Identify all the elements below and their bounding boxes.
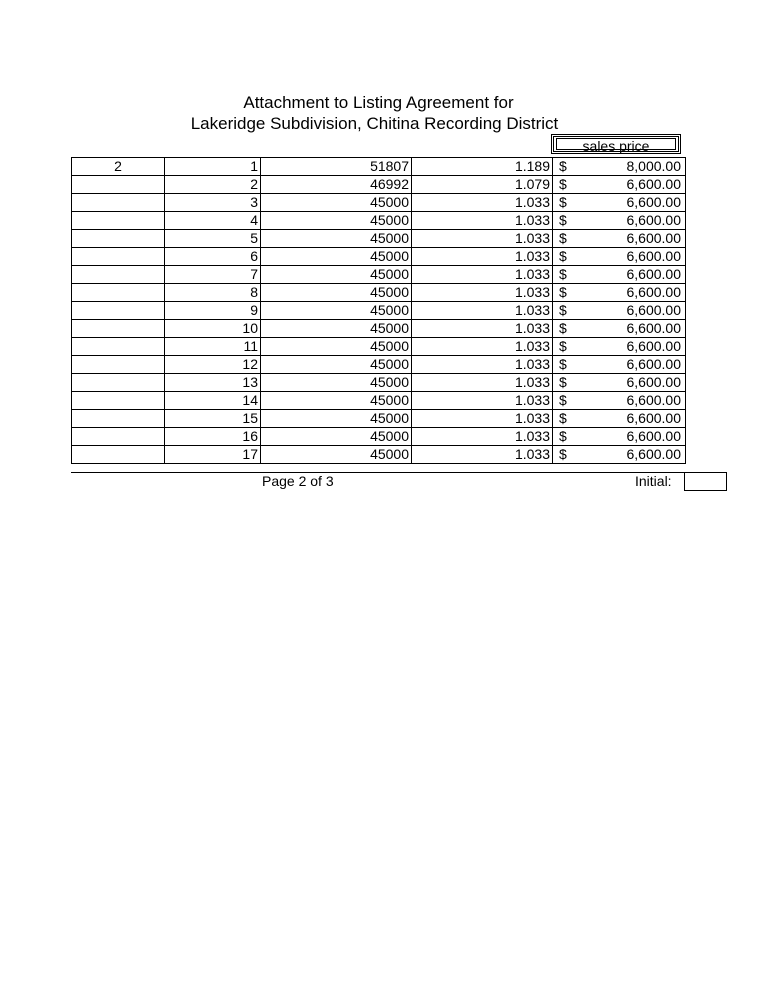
table-row	[72, 374, 686, 392]
price-amount: 6,600.00	[626, 212, 681, 228]
square-feet-cell: 45000	[261, 428, 412, 446]
acres-cell: 1.033	[412, 302, 553, 320]
sales-price-cell	[553, 230, 686, 248]
square-feet-cell: 45000	[261, 338, 412, 356]
currency-symbol: $	[559, 266, 567, 282]
table-row	[72, 284, 686, 302]
price-amount: 6,600.00	[626, 356, 681, 372]
sales-price-cell	[553, 320, 686, 338]
sales-price-cell	[553, 248, 686, 266]
lots-table	[71, 157, 686, 464]
acres-cell: 1.033	[412, 338, 553, 356]
currency-symbol: $	[559, 248, 567, 264]
block-cell	[72, 410, 165, 428]
lot-cell: 4	[165, 212, 261, 230]
currency-symbol: $	[559, 158, 567, 174]
initial-field[interactable]	[684, 472, 727, 491]
currency-symbol: $	[559, 446, 567, 462]
price-amount: 6,600.00	[626, 374, 681, 390]
acres-cell: 1.033	[412, 320, 553, 338]
square-feet-cell: 45000	[261, 410, 412, 428]
acres-cell: 1.079	[412, 176, 553, 194]
square-feet-cell: 45000	[261, 374, 412, 392]
table-row	[72, 158, 686, 176]
lot-cell: 13	[165, 374, 261, 392]
square-feet-cell: 45000	[261, 320, 412, 338]
document-title-line2: Lakeridge Subdivision, Chitina Recording District	[190, 114, 559, 133]
acres-cell: 1.033	[412, 230, 553, 248]
sales-price-cell	[553, 158, 686, 176]
acres-cell: 1.033	[412, 248, 553, 266]
currency-symbol: $	[559, 374, 567, 390]
currency-symbol: $	[559, 320, 567, 336]
block-cell	[72, 266, 165, 284]
sales-price-cell	[553, 212, 686, 230]
square-feet-cell: 45000	[261, 302, 412, 320]
block-cell	[72, 302, 165, 320]
sales-price-cell	[553, 446, 686, 464]
acres-cell: 1.033	[412, 428, 553, 446]
table-row	[72, 392, 686, 410]
table-row	[72, 446, 686, 464]
sales-price-cell	[553, 392, 686, 410]
square-feet-cell: 45000	[261, 266, 412, 284]
block-cell	[72, 446, 165, 464]
square-feet-cell: 45000	[261, 356, 412, 374]
price-amount: 6,600.00	[626, 248, 681, 264]
acres-cell: 1.033	[412, 410, 553, 428]
currency-symbol: $	[559, 194, 567, 210]
lot-cell: 7	[165, 266, 261, 284]
price-amount: 6,600.00	[626, 176, 681, 192]
lot-cell: 15	[165, 410, 261, 428]
sales-price-cell	[553, 428, 686, 446]
square-feet-cell: 45000	[261, 194, 412, 212]
block-cell	[72, 374, 165, 392]
lot-cell: 12	[165, 356, 261, 374]
lot-cell: 6	[165, 248, 261, 266]
sales-price-cell	[553, 194, 686, 212]
block-cell	[72, 212, 165, 230]
square-feet-cell: 45000	[261, 392, 412, 410]
price-amount: 6,600.00	[626, 302, 681, 318]
square-feet-cell: 45000	[261, 212, 412, 230]
block-cell: 2	[72, 158, 165, 176]
sales-price-cell	[553, 176, 686, 194]
square-feet-cell: 45000	[261, 248, 412, 266]
lot-cell: 14	[165, 392, 261, 410]
currency-symbol: $	[559, 410, 567, 426]
acres-cell: 1.033	[412, 212, 553, 230]
currency-symbol: $	[559, 356, 567, 372]
block-cell	[72, 392, 165, 410]
lot-cell: 10	[165, 320, 261, 338]
block-cell	[72, 248, 165, 266]
block-cell	[72, 356, 165, 374]
sales-price-cell	[553, 266, 686, 284]
square-feet-cell: 45000	[261, 446, 412, 464]
block-cell	[72, 284, 165, 302]
table-row	[72, 428, 686, 446]
acres-cell: 1.033	[412, 266, 553, 284]
currency-symbol: $	[559, 230, 567, 246]
price-amount: 6,600.00	[626, 284, 681, 300]
lots-table-body	[72, 158, 686, 464]
block-cell	[72, 176, 165, 194]
acres-cell: 1.189	[412, 158, 553, 176]
price-amount: 6,600.00	[626, 392, 681, 408]
table-row	[72, 338, 686, 356]
price-amount: 6,600.00	[626, 338, 681, 354]
price-amount: 6,600.00	[626, 446, 681, 462]
lot-cell: 17	[165, 446, 261, 464]
lot-cell: 16	[165, 428, 261, 446]
acres-cell: 1.033	[412, 194, 553, 212]
table-row	[72, 176, 686, 194]
acres-cell: 1.033	[412, 356, 553, 374]
block-cell	[72, 428, 165, 446]
sales-price-header-box	[551, 134, 681, 154]
sales-price-cell	[553, 284, 686, 302]
block-cell	[72, 320, 165, 338]
lot-cell: 11	[165, 338, 261, 356]
acres-cell: 1.033	[412, 392, 553, 410]
footer-rule	[71, 472, 685, 473]
sales-price-cell	[553, 410, 686, 428]
currency-symbol: $	[559, 392, 567, 408]
block-cell	[72, 194, 165, 212]
page-number: Page 2 of 3	[262, 473, 334, 489]
price-amount: 6,600.00	[626, 230, 681, 246]
sales-price-cell	[553, 374, 686, 392]
table-row	[72, 212, 686, 230]
currency-symbol: $	[559, 284, 567, 300]
lot-cell: 3	[165, 194, 261, 212]
acres-cell: 1.033	[412, 284, 553, 302]
square-feet-cell: 45000	[261, 230, 412, 248]
lot-cell: 1	[165, 158, 261, 176]
sales-price-cell	[553, 338, 686, 356]
sales-price-header: sales price	[556, 138, 676, 150]
currency-symbol: $	[559, 302, 567, 318]
lot-cell: 8	[165, 284, 261, 302]
square-feet-cell: 45000	[261, 284, 412, 302]
lot-cell: 2	[165, 176, 261, 194]
table-row	[72, 320, 686, 338]
table-row	[72, 248, 686, 266]
price-amount: 6,600.00	[626, 194, 681, 210]
lot-cell: 5	[165, 230, 261, 248]
currency-symbol: $	[559, 176, 567, 192]
price-amount: 6,600.00	[626, 428, 681, 444]
document-title-line1: Attachment to Listing Agreement for	[243, 93, 514, 112]
table-row	[72, 302, 686, 320]
currency-symbol: $	[559, 212, 567, 228]
table-row	[72, 410, 686, 428]
acres-cell: 1.033	[412, 446, 553, 464]
price-amount: 8,000.00	[626, 158, 681, 174]
block-cell	[72, 338, 165, 356]
table-row	[72, 194, 686, 212]
block-cell	[72, 230, 165, 248]
sales-price-cell	[553, 302, 686, 320]
price-amount: 6,600.00	[626, 410, 681, 426]
price-amount: 6,600.00	[626, 266, 681, 282]
price-amount: 6,600.00	[626, 320, 681, 336]
square-feet-cell: 51807	[261, 158, 412, 176]
table-row	[72, 266, 686, 284]
square-feet-cell: 46992	[261, 176, 412, 194]
acres-cell: 1.033	[412, 374, 553, 392]
table-row	[72, 230, 686, 248]
lot-cell: 9	[165, 302, 261, 320]
sales-price-cell	[553, 356, 686, 374]
currency-symbol: $	[559, 428, 567, 444]
table-row	[72, 356, 686, 374]
initial-label: Initial:	[635, 473, 672, 489]
currency-symbol: $	[559, 338, 567, 354]
